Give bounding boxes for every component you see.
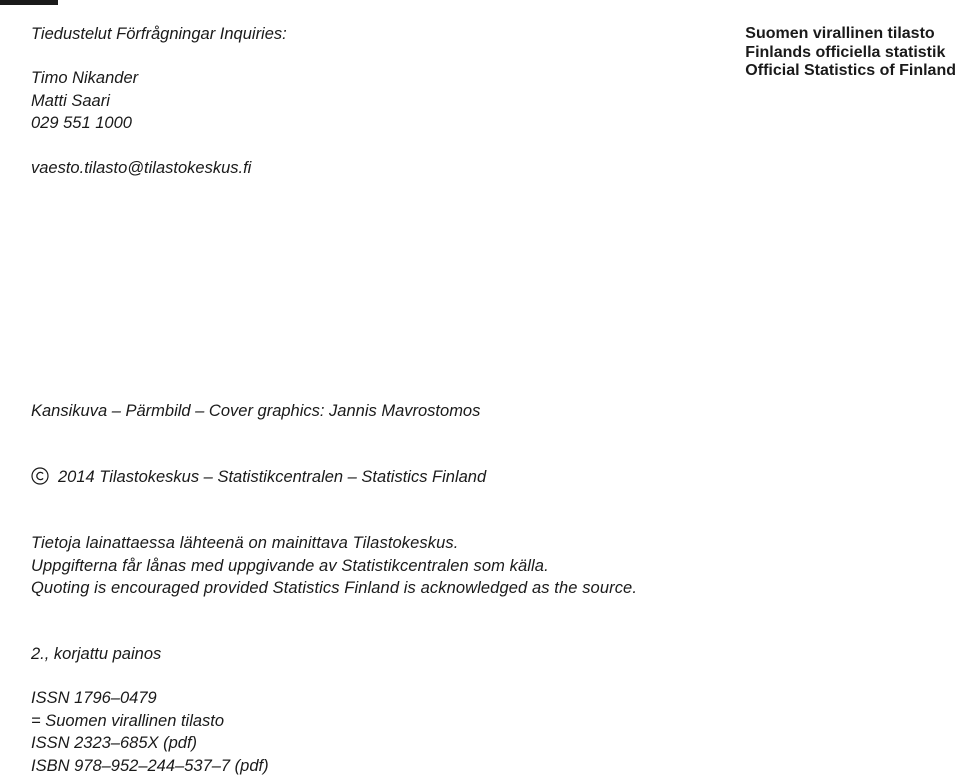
- official-statistics-fi: Suomen virallinen tilasto: [745, 25, 956, 44]
- official-statistics-sv: Finlands officiella statistik: [745, 44, 956, 63]
- quoting-en: Quoting is encouraged provided Statistics Finland is acknowledged as the source.: [31, 577, 637, 600]
- top-rule: [0, 0, 58, 5]
- issn-block: [31, 687, 269, 777]
- quoting-sv: Uppgifterna får lånas med uppgivande av Statistikcentralen som källa.: [31, 555, 637, 578]
- quoting-fi: Tietoja lainattaessa lähteenä on mainittava Tilastokeskus.: [31, 532, 637, 555]
- copyright-icon: [31, 467, 49, 485]
- contact-name-1: Timo Nikander: [31, 67, 138, 90]
- inquiries-heading: [31, 23, 287, 46]
- quoting-notice: [31, 532, 637, 600]
- copyright-line: [31, 466, 486, 489]
- contact-phone: 029 551 1000: [31, 112, 138, 135]
- email-address: vaesto.tilasto@tilastokeskus.fi: [31, 157, 251, 180]
- inquiries-contacts: [31, 67, 138, 135]
- series-name: = Suomen virallinen tilasto: [31, 710, 269, 733]
- official-statistics: [745, 25, 956, 81]
- isbn-pdf: ISBN 978–952–244–537–7 (pdf): [31, 755, 269, 777]
- issn-print: ISSN 1796–0479: [31, 687, 269, 710]
- inquiries-heading-text: Tiedustelut Förfrågningar Inquiries:: [31, 23, 287, 46]
- issn-pdf: ISSN 2323–685X (pdf): [31, 732, 269, 755]
- cover-credit: [31, 400, 480, 423]
- edition: [31, 643, 161, 666]
- cover-credit-text: Kansikuva – Pärmbild – Cover graphics: Jannis Mavrostomos: [31, 400, 480, 423]
- copyright-text: 2014 Tilastokeskus – Statistikcentralen – Statistics Finland: [58, 468, 486, 486]
- copyright-row: [31, 466, 486, 489]
- inquiries-email: [31, 157, 251, 180]
- official-statistics-en: Official Statistics of Finland: [745, 62, 956, 81]
- contact-name-2: Matti Saari: [31, 90, 138, 113]
- edition-text: 2., korjattu painos: [31, 643, 161, 666]
